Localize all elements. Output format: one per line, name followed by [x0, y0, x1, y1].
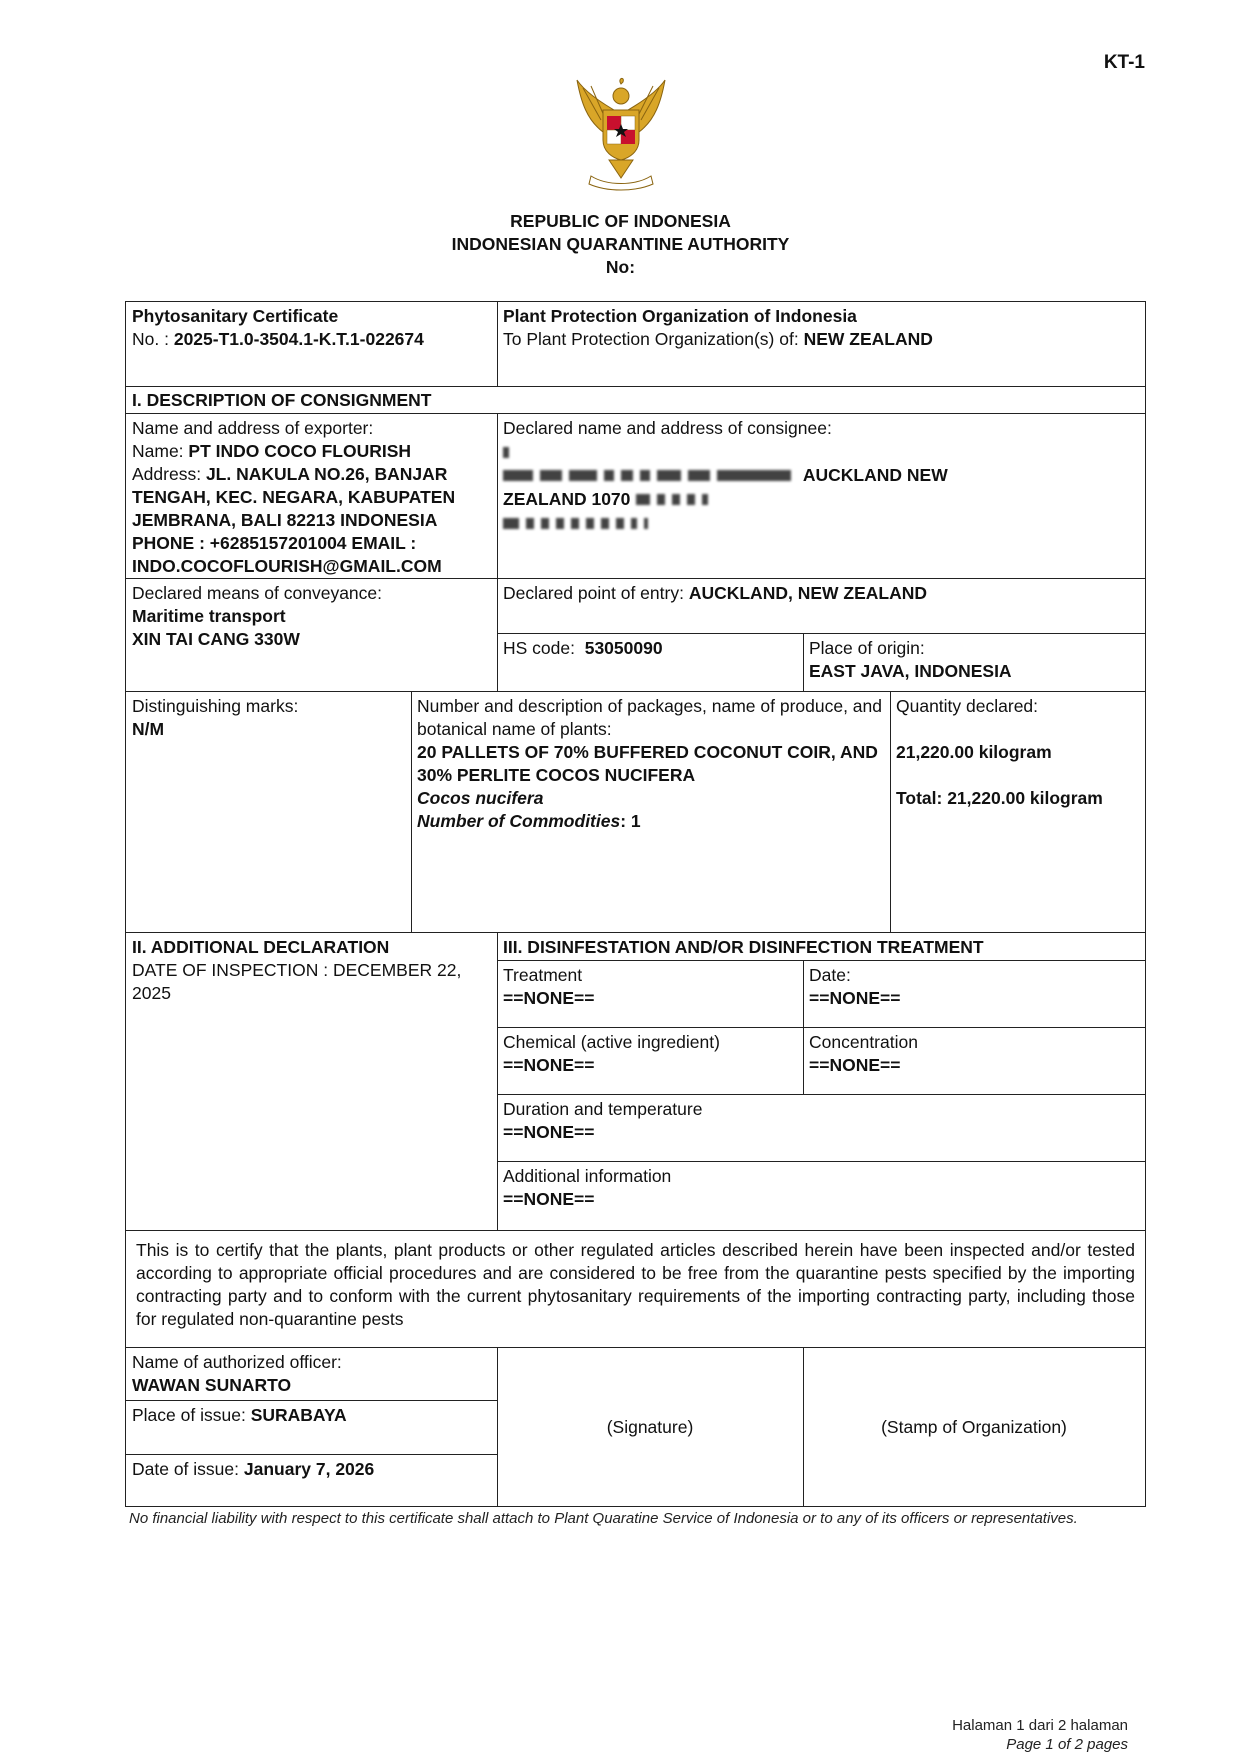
packages-cell	[411, 692, 890, 836]
signature-cell	[497, 1348, 803, 1506]
certificate-cell	[126, 302, 497, 354]
grid-line	[126, 413, 1145, 414]
stamp-label: (Stamp of Organization)	[881, 1416, 1067, 1437]
duration-cell	[497, 1095, 1145, 1147]
packages-botanical: Cocos nucifera	[417, 788, 544, 808]
additional-cell	[497, 1162, 1145, 1214]
origin-label: Place of origin:	[809, 638, 925, 658]
organization-cell	[497, 302, 1145, 354]
concentration-label: Concentration	[809, 1032, 918, 1052]
signature-label: (Signature)	[606, 1416, 694, 1437]
organization-to-label: To Plant Protection Organization(s) of:	[503, 329, 799, 349]
header-authority: INDONESIAN QUARANTINE AUTHORITY	[451, 234, 790, 254]
exporter-label: Name and address of exporter:	[132, 418, 374, 438]
exporter-contact: PHONE : +6285157201004 EMAIL : INDO.COCOFLOURISH@GMAIL.COM	[132, 533, 442, 576]
concentration-cell	[803, 1028, 1145, 1080]
stamp-cell	[803, 1348, 1145, 1506]
officer-label: Name of authorized officer:	[132, 1352, 342, 1372]
header-number: No:	[605, 257, 636, 277]
commodities-label: Number of Commodities	[417, 811, 621, 831]
document-header	[0, 210, 1241, 279]
quantity-cell	[890, 692, 1145, 813]
date-value: ==NONE==	[809, 988, 901, 1008]
treatment-cell	[497, 961, 803, 1013]
consignee-line-1	[503, 463, 1139, 487]
exporter-name-value: PT INDO COCO FLOURISH	[188, 441, 412, 461]
consignee-cell	[497, 414, 1145, 537]
section2-title: II. ADDITIONAL DECLARATION	[132, 937, 390, 957]
commodities-value: : 1	[620, 811, 641, 831]
liability-disclaimer: No financial liability with respect to this certificate shall attach to Plant Quaratine Service of Indonesia or to any of its officers or representatives.	[129, 1510, 1078, 1527]
grid-line	[497, 960, 1145, 961]
grid-line	[497, 1347, 498, 1506]
form-code: KT-1	[1103, 52, 1145, 73]
conveyance-cell	[126, 579, 497, 654]
phytosanitary-form	[125, 301, 1146, 1507]
marks-value: N/M	[132, 719, 165, 739]
exporter-address-label: Address:	[132, 464, 202, 484]
grid-line	[497, 1027, 1145, 1028]
page-number	[952, 1716, 1128, 1754]
conveyance-mode: Maritime transport	[132, 606, 286, 626]
grid-line	[890, 691, 891, 932]
conveyance-label: Declared means of conveyance:	[132, 583, 382, 603]
grid-line	[803, 633, 804, 691]
date-issue-cell	[126, 1455, 497, 1484]
duration-label: Duration and temperature	[503, 1099, 703, 1119]
consignee-label: Declared name and address of consignee:	[503, 418, 832, 438]
grid-line	[497, 1161, 1145, 1162]
page-number-id: Halaman 1 dari 2 halaman	[952, 1717, 1128, 1734]
consignee-line-3	[503, 511, 1139, 534]
quantity-total: Total: 21,220.00 kilogram	[896, 788, 1103, 808]
grid-line	[497, 633, 1145, 634]
header-republic: REPUBLIC OF INDONESIA	[510, 211, 731, 231]
certification-statement: This is to certify that the plants, plant products or other regulated articles described herein have been inspected and/or tested according to appropriate official procedures and are considered to be free from the quarantine pests specified by the importing contracting party and to conform with the current phytosanitary requirements of the importing contracting party, including those for regulated non-quarantine pests	[136, 1240, 1135, 1329]
origin-value: EAST JAVA, INDONESIA	[809, 661, 1012, 681]
grid-line	[126, 386, 1145, 387]
chemical-value: ==NONE==	[503, 1055, 595, 1075]
treatment-value: ==NONE==	[503, 988, 595, 1008]
organization-name: Plant Protection Organization of Indonesia	[503, 306, 857, 326]
marks-cell	[126, 692, 411, 744]
grid-line	[126, 1347, 1145, 1348]
chemical-cell	[497, 1028, 803, 1080]
section2-text: DATE OF INSPECTION : DECEMBER 22, 2025	[132, 960, 462, 1003]
grid-line	[803, 1347, 804, 1506]
section1-title: I. DESCRIPTION OF CONSIGNMENT	[132, 390, 432, 410]
place-issue-value: SURABAYA	[250, 1405, 347, 1425]
organization-to-value: NEW ZEALAND	[803, 329, 933, 349]
entry-value: AUCKLAND, NEW ZEALAND	[688, 583, 927, 603]
date-issue-label: Date of issue:	[132, 1459, 239, 1479]
place-issue-cell	[126, 1401, 497, 1430]
consignee-visible-part1: AUCKLAND NEW	[802, 464, 948, 485]
entry-label: Declared point of entry:	[503, 583, 684, 603]
grid-line	[126, 932, 1145, 933]
place-issue-label: Place of issue:	[132, 1405, 246, 1425]
garuda-emblem-icon	[573, 74, 669, 194]
certificate-no-label: No. :	[132, 329, 169, 349]
origin-cell	[803, 634, 1145, 686]
consignee-redacted-line	[503, 440, 1139, 463]
packages-description: 20 PALLETS OF 70% BUFFERED COCONUT COIR, AND 30% PERLITE COCOS NUCIFERA	[417, 742, 878, 785]
packages-label: Number and description of packages, name of produce, and botanical name of plants:	[417, 696, 883, 739]
grid-line	[126, 1230, 1145, 1231]
hs-value: 53050090	[584, 638, 663, 658]
officer-cell	[126, 1348, 497, 1400]
additional-value: ==NONE==	[503, 1189, 595, 1209]
hs-cell	[497, 634, 803, 663]
grid-line	[411, 691, 412, 932]
chemical-label: Chemical (active ingredient)	[503, 1032, 720, 1052]
date-cell	[803, 961, 1145, 1013]
grid-line	[497, 932, 498, 1230]
grid-line	[497, 1094, 1145, 1095]
grid-line	[126, 578, 1145, 579]
grid-line	[497, 302, 498, 386]
section2-cell	[126, 933, 497, 1008]
page-number-en: Page 1 of 2 pages	[1006, 1736, 1128, 1753]
entry-cell	[497, 579, 1145, 608]
marks-label: Distinguishing marks:	[132, 696, 299, 716]
consignee-line-2	[503, 487, 1139, 511]
treatment-label: Treatment	[503, 965, 583, 985]
grid-line	[126, 1400, 497, 1401]
consignee-visible-part2: ZEALAND 1070	[503, 488, 631, 509]
section3-title: III. DISINFESTATION AND/OR DISINFECTION TREATMENT	[503, 937, 984, 957]
exporter-cell	[126, 414, 497, 581]
grid-line	[126, 691, 1145, 692]
grid-line	[497, 413, 498, 691]
grid-line	[126, 1454, 497, 1455]
date-label: Date:	[809, 965, 851, 985]
certificate-title: Phytosanitary Certificate	[132, 306, 339, 326]
officer-value: WAWAN SUNARTO	[132, 1375, 292, 1395]
duration-value: ==NONE==	[503, 1122, 595, 1142]
grid-line	[803, 960, 804, 1094]
conveyance-vessel: XIN TAI CANG 330W	[132, 629, 300, 649]
exporter-address-value: JL. NAKULA NO.26, BANJAR TENGAH, KEC. NEGARA, KABUPATEN JEMBRANA, BALI 82213 INDONESIA	[132, 464, 456, 530]
additional-label: Additional information	[503, 1166, 672, 1186]
hs-label: HS code:	[503, 638, 575, 658]
concentration-value: ==NONE==	[809, 1055, 901, 1075]
date-issue-value: January 7, 2026	[243, 1459, 375, 1479]
quantity-value: 21,220.00 kilogram	[896, 742, 1052, 762]
quantity-label: Quantity declared:	[896, 696, 1039, 716]
certificate-no-value: 2025-T1.0-3504.1-K.T.1-022674	[173, 329, 424, 349]
exporter-name-label: Name:	[132, 441, 184, 461]
